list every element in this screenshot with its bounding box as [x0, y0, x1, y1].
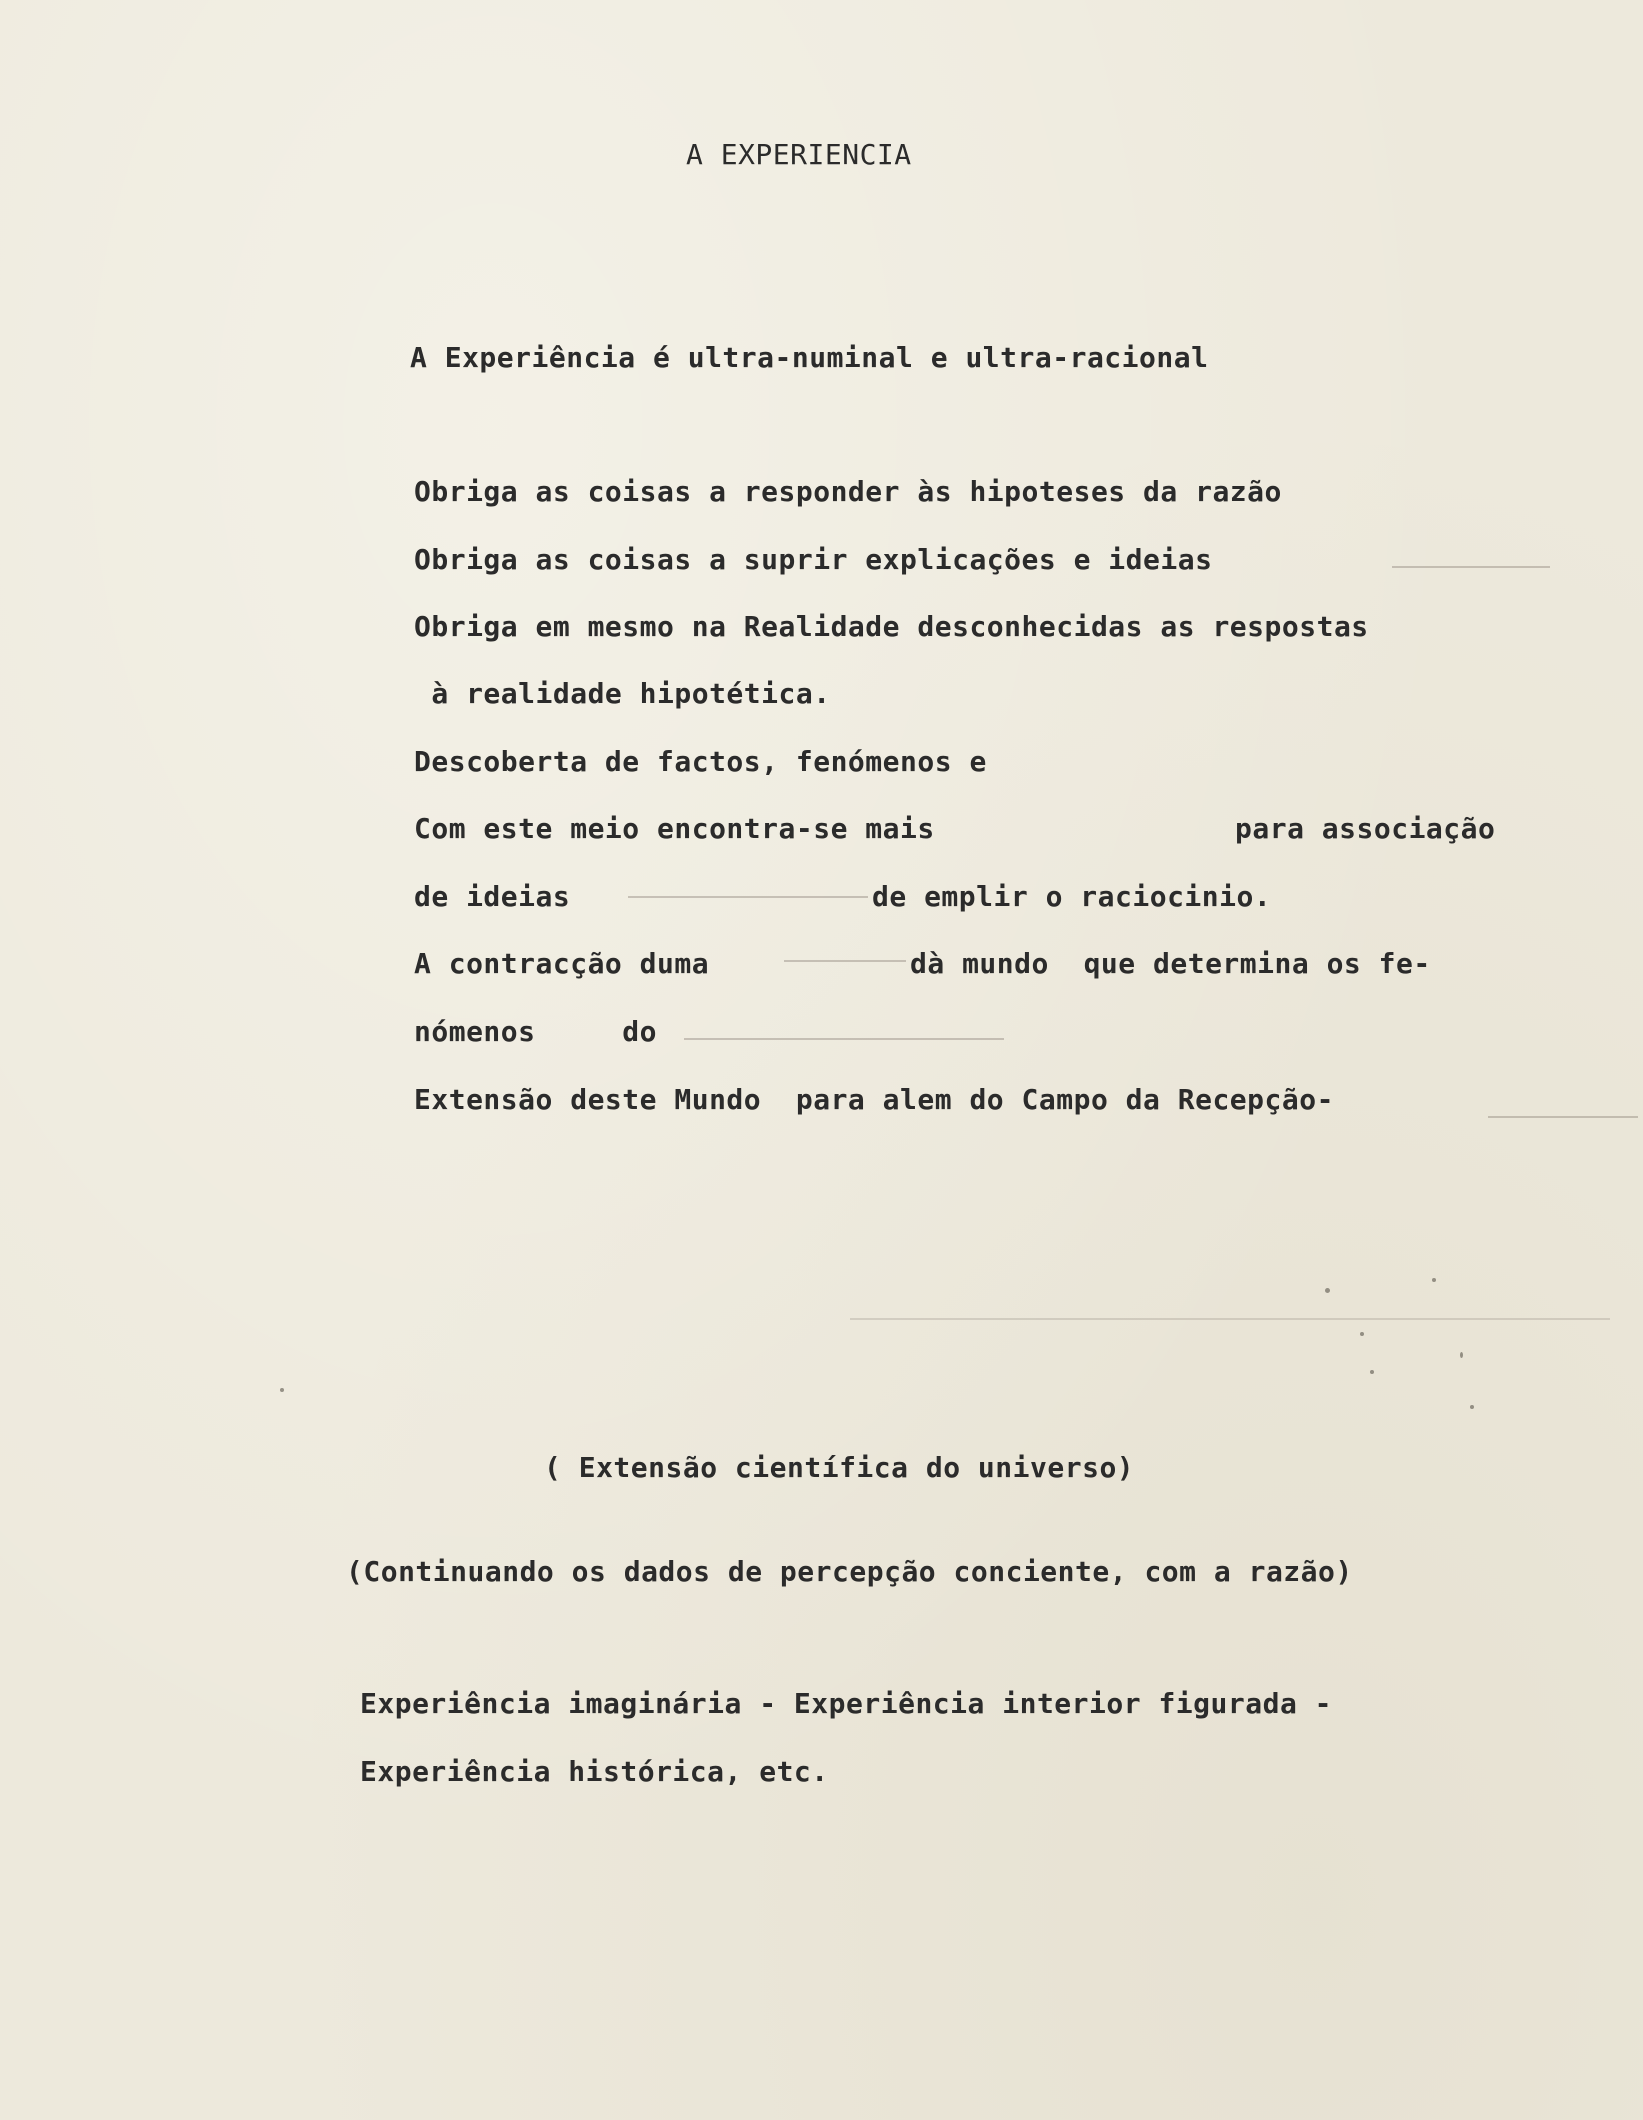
body-line-7: de ideias	[414, 880, 571, 913]
body-line-10: Extensão deste Mundo para alem do Campo da Recepção-	[414, 1083, 1334, 1116]
closing-line-1: Experiência imaginária - Experiência interior figurada -	[360, 1687, 1333, 1720]
body-line-1: Obriga as coisas a responder às hipoteses da razão	[414, 475, 1282, 508]
closing-line-2: Experiência histórica, etc.	[360, 1755, 829, 1788]
body-line-6: Com este meio encontra-se mais	[414, 812, 935, 845]
document-title: A EXPERIENCIA	[686, 138, 912, 171]
body-line-8: A contracção duma	[414, 947, 710, 980]
section-heading: ( Extensão científica do universo)	[544, 1451, 1135, 1484]
ink-speck	[1470, 1405, 1474, 1409]
ink-speck	[1325, 1288, 1330, 1293]
ink-speck	[1460, 1352, 1463, 1358]
ink-speck	[1360, 1332, 1364, 1336]
ink-speck	[280, 1388, 284, 1392]
ink-speck	[1370, 1370, 1374, 1374]
body-line-3: Obriga em mesmo na Realidade desconhecidas as respostas	[414, 610, 1369, 643]
faint-dash	[850, 1318, 1610, 1320]
body-line-2: Obriga as coisas a suprir explicações e ideias	[414, 543, 1213, 576]
struck-dash	[1392, 566, 1550, 568]
body-line-7-right: de emplir o raciocinio.	[872, 880, 1272, 913]
struck-dash	[628, 896, 868, 898]
document-subtitle: A Experiência é ultra-numinal e ultra-racional	[410, 341, 1209, 374]
section-subheading: (Continuando os dados de percepção conciente, com a razão)	[346, 1555, 1353, 1588]
body-line-6-right: para associação	[1235, 812, 1496, 845]
body-line-5: Descoberta de factos, fenómenos e	[414, 745, 987, 778]
ink-speck	[1432, 1278, 1436, 1282]
struck-dash	[784, 960, 906, 962]
body-line-4: à realidade hipotética.	[414, 677, 831, 710]
struck-dash	[1488, 1116, 1638, 1118]
struck-dash	[684, 1038, 1004, 1040]
body-line-9: nómenos do	[414, 1015, 658, 1048]
body-line-8-right: dà mundo que determina os fe-	[910, 947, 1431, 980]
